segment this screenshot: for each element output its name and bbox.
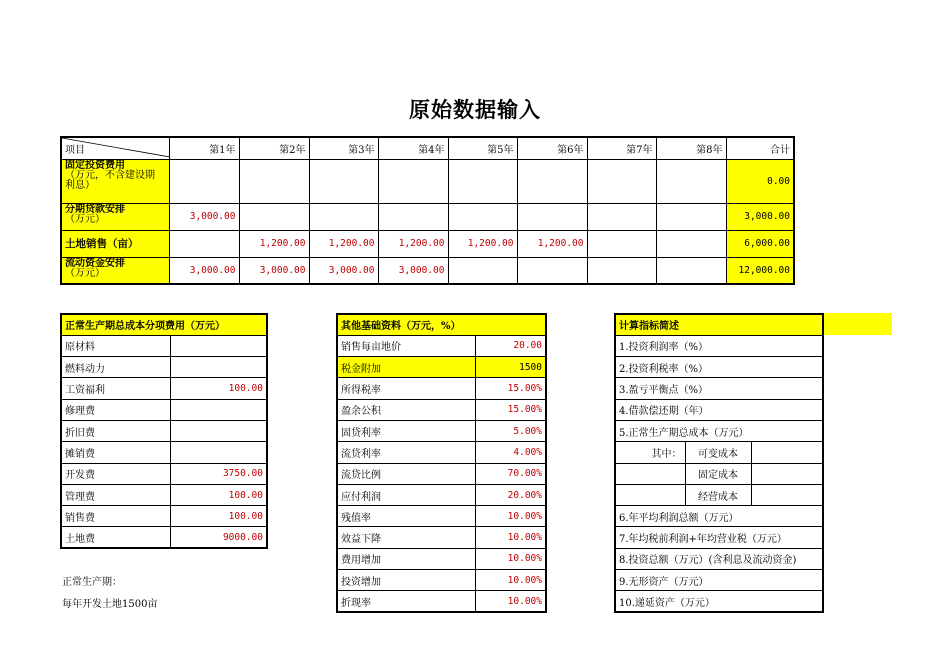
table-row [615,506,823,527]
cost-value[interactable]: 100.00 [170,506,267,527]
table-row [61,357,267,378]
param-value[interactable]: 20.00% [475,484,546,505]
row-label-sub: 利息） [65,179,95,191]
cost-label: 工资福利 [61,378,170,399]
table-row [337,378,546,399]
table-row [337,420,546,441]
cell-input[interactable] [378,159,448,203]
indicator-sub-spacer [615,463,685,484]
note-production-period: 正常生产期： [62,577,122,588]
row-label-loan [61,203,169,230]
indicator-item: 6.年平均利润总额（万元） [615,506,823,527]
cell-input[interactable] [587,159,656,203]
param-value[interactable]: 10.00% [475,527,546,548]
header-year-5: 第5年 [448,137,517,159]
table-row [61,420,267,441]
cost-value[interactable] [170,420,267,441]
param-label: 效益下降 [337,527,475,548]
page-title: 原始数据输入 [409,98,541,122]
indicator-sub-value [751,484,823,505]
table-row [337,527,546,548]
cell-input[interactable]: 3,000.00 [309,257,378,284]
indicator-sub-label: 其中： [615,442,685,463]
table-row [337,506,546,527]
param-label: 残值率 [337,506,475,527]
header-year-4: 第4年 [378,137,448,159]
header-total: 合计 [726,137,794,159]
indicator-item: 3.盈亏平衡点（%） [615,378,823,399]
cost-label: 开发费 [61,463,170,484]
cost-value[interactable]: 9000.00 [170,527,267,548]
row-label-sub: （万元） [65,267,105,279]
cell-total: 3,000.00 [726,203,794,230]
cell-total: 12,000.00 [726,257,794,284]
indicator-item: 1.投资利润率（%） [615,335,823,356]
table-row [61,335,267,356]
table-row [615,420,823,441]
indicator-sub-value [751,463,823,484]
row-label-sub: （万元，不含建设期 [65,169,155,181]
param-value[interactable]: 10.00% [475,570,546,591]
param-value[interactable]: 4.00% [475,442,546,463]
row-label-main: 固定投资费用 [65,159,125,171]
cell-input[interactable] [309,159,378,203]
cost-label: 原材料 [61,335,170,356]
cost-value[interactable] [170,399,267,420]
cell-input[interactable]: 3,000.00 [239,257,309,284]
table-row [615,484,823,505]
param-label: 固贷利率 [337,420,475,441]
table-row [615,570,823,591]
indicator-item: 9.无形资产（万元） [615,570,823,591]
cell-input[interactable]: 3,000.00 [169,257,239,284]
cost-breakdown-table [60,313,268,549]
param-label: 应付利润 [337,484,475,505]
cell-input[interactable]: 3,000.00 [378,257,448,284]
header-year-8: 第8年 [656,137,726,159]
cell-input[interactable] [587,230,656,257]
cell-input[interactable] [656,203,726,230]
table-row [337,399,546,420]
cell-input[interactable] [517,257,587,284]
param-label: 所得税率 [337,378,475,399]
raw-data-table [60,136,795,285]
cell-input[interactable] [448,159,517,203]
other-table-header: 其他基础资料（万元，%） [337,314,546,335]
param-label: 盈余公积 [337,399,475,420]
table-row [337,442,546,463]
table-row [337,357,546,378]
table-header [337,314,546,335]
table-row [61,484,267,505]
indicator-sub-spacer [615,484,685,505]
table-row [337,548,546,569]
cost-label: 燃料动力 [61,357,170,378]
table-row [615,442,823,463]
cell-input[interactable]: 1,200.00 [517,230,587,257]
cell-input[interactable]: 1,200.00 [448,230,517,257]
param-label: 流贷利率 [337,442,475,463]
row-label-working-capital [61,257,169,284]
cell-input[interactable] [169,159,239,203]
param-label: 投资增加 [337,570,475,591]
cost-value[interactable] [170,335,267,356]
header-year-6: 第6年 [517,137,587,159]
header-year-2: 第2年 [239,137,309,159]
cost-label: 管理费 [61,484,170,505]
cell-input[interactable] [517,203,587,230]
indicator-sub-value [751,442,823,463]
cell-input[interactable] [587,257,656,284]
cell-total: 6,000.00 [726,230,794,257]
cost-value[interactable] [170,442,267,463]
cell-input[interactable]: 1,200.00 [239,230,309,257]
row-label-fixed-investment [61,159,169,203]
table-row [61,378,267,399]
table-row [61,257,794,284]
cell-input[interactable] [169,230,239,257]
cost-label: 土地费 [61,527,170,548]
param-label: 税金附加 [337,357,475,378]
header-item: 项目 [65,144,85,156]
table-row [615,527,823,548]
indicator-sub-item: 可变成本 [685,442,751,463]
cost-label: 销售费 [61,506,170,527]
cell-input[interactable]: 1,200.00 [309,230,378,257]
param-value[interactable]: 20.00 [475,335,546,356]
cost-value[interactable]: 100.00 [170,378,267,399]
header-item-cell [61,137,169,159]
note-annual-development: 每年开发土地1500亩 [62,599,158,610]
indicator-sub-item: 固定成本 [685,463,751,484]
table-row [615,335,823,356]
cell-input[interactable] [239,203,309,230]
cell-input[interactable] [448,257,517,284]
highlight-cell [822,313,892,335]
row-label-land-sales: 土地销售（亩） [61,230,169,257]
indicator-item: 10.递延资产（万元） [615,591,823,612]
row-label-main: 流动资金安排 [65,257,125,269]
cost-value[interactable]: 3750.00 [170,463,267,484]
table-row [337,570,546,591]
table-row [61,399,267,420]
cost-value[interactable] [170,357,267,378]
cell-input[interactable]: 3,000.00 [169,203,239,230]
table-row [61,230,794,257]
table-row [615,548,823,569]
cell-total: 0.00 [726,159,794,203]
indicator-item: 2.投资利税率（%） [615,357,823,378]
param-value[interactable]: 10.00% [475,506,546,527]
cell-input[interactable] [378,203,448,230]
cost-label: 折旧费 [61,420,170,441]
param-value[interactable]: 10.00% [475,548,546,569]
row-label-sub: （万元） [65,213,105,225]
cost-label: 摊销费 [61,442,170,463]
param-value[interactable]: 1500 [475,357,546,378]
table-row [337,463,546,484]
table-row [337,591,546,612]
param-value[interactable]: 15.00% [475,378,546,399]
cost-table-header: 正常生产期总成本分项费用（万元） [61,314,267,335]
cell-input[interactable] [448,203,517,230]
param-value[interactable]: 5.00% [475,420,546,441]
header-row [61,137,794,159]
indicator-item: 5.正常生产期总成本（万元） [615,420,823,441]
table-row [615,591,823,612]
cell-input[interactable] [656,257,726,284]
param-label: 折现率 [337,591,475,612]
table-row [61,463,267,484]
row-label-main: 分期贷款安排 [65,203,125,215]
table-row [337,335,546,356]
param-value[interactable]: 10.00% [475,591,546,612]
indicator-item: 8.投资总额（万元）(含利息及流动资金) [615,548,823,569]
cell-input[interactable] [587,203,656,230]
cell-input[interactable] [517,159,587,203]
header-year-7: 第7年 [587,137,656,159]
param-label: 销售每亩地价 [337,335,475,356]
header-year-3: 第3年 [309,137,378,159]
indicator-sub-item: 经营成本 [685,484,751,505]
cell-input[interactable] [239,159,309,203]
table-row [61,506,267,527]
param-label: 费用增加 [337,548,475,569]
table-header [61,314,267,335]
table-row [615,357,823,378]
cell-input[interactable] [656,230,726,257]
header-year-1: 第1年 [169,137,239,159]
indicator-item: 4.借款偿还期（年） [615,399,823,420]
indicator-table [614,313,824,613]
table-row [61,203,794,230]
basic-data-table [336,313,547,613]
param-label: 流贷比例 [337,463,475,484]
table-row [337,484,546,505]
cell-input[interactable] [656,159,726,203]
param-value[interactable]: 70.00% [475,463,546,484]
cell-input[interactable] [309,203,378,230]
cost-value[interactable]: 100.00 [170,484,267,505]
table-row [615,378,823,399]
table-header [615,314,823,335]
indicator-item: 7.年均税前利润+年均营业税（万元） [615,527,823,548]
table-row [61,527,267,548]
table-row [615,399,823,420]
table-row [61,159,794,203]
table-row [615,463,823,484]
indicator-table-header: 计算指标简述 [615,314,823,335]
cell-input[interactable]: 1,200.00 [378,230,448,257]
cost-label: 修理费 [61,399,170,420]
table-row [61,442,267,463]
param-value[interactable]: 15.00% [475,399,546,420]
